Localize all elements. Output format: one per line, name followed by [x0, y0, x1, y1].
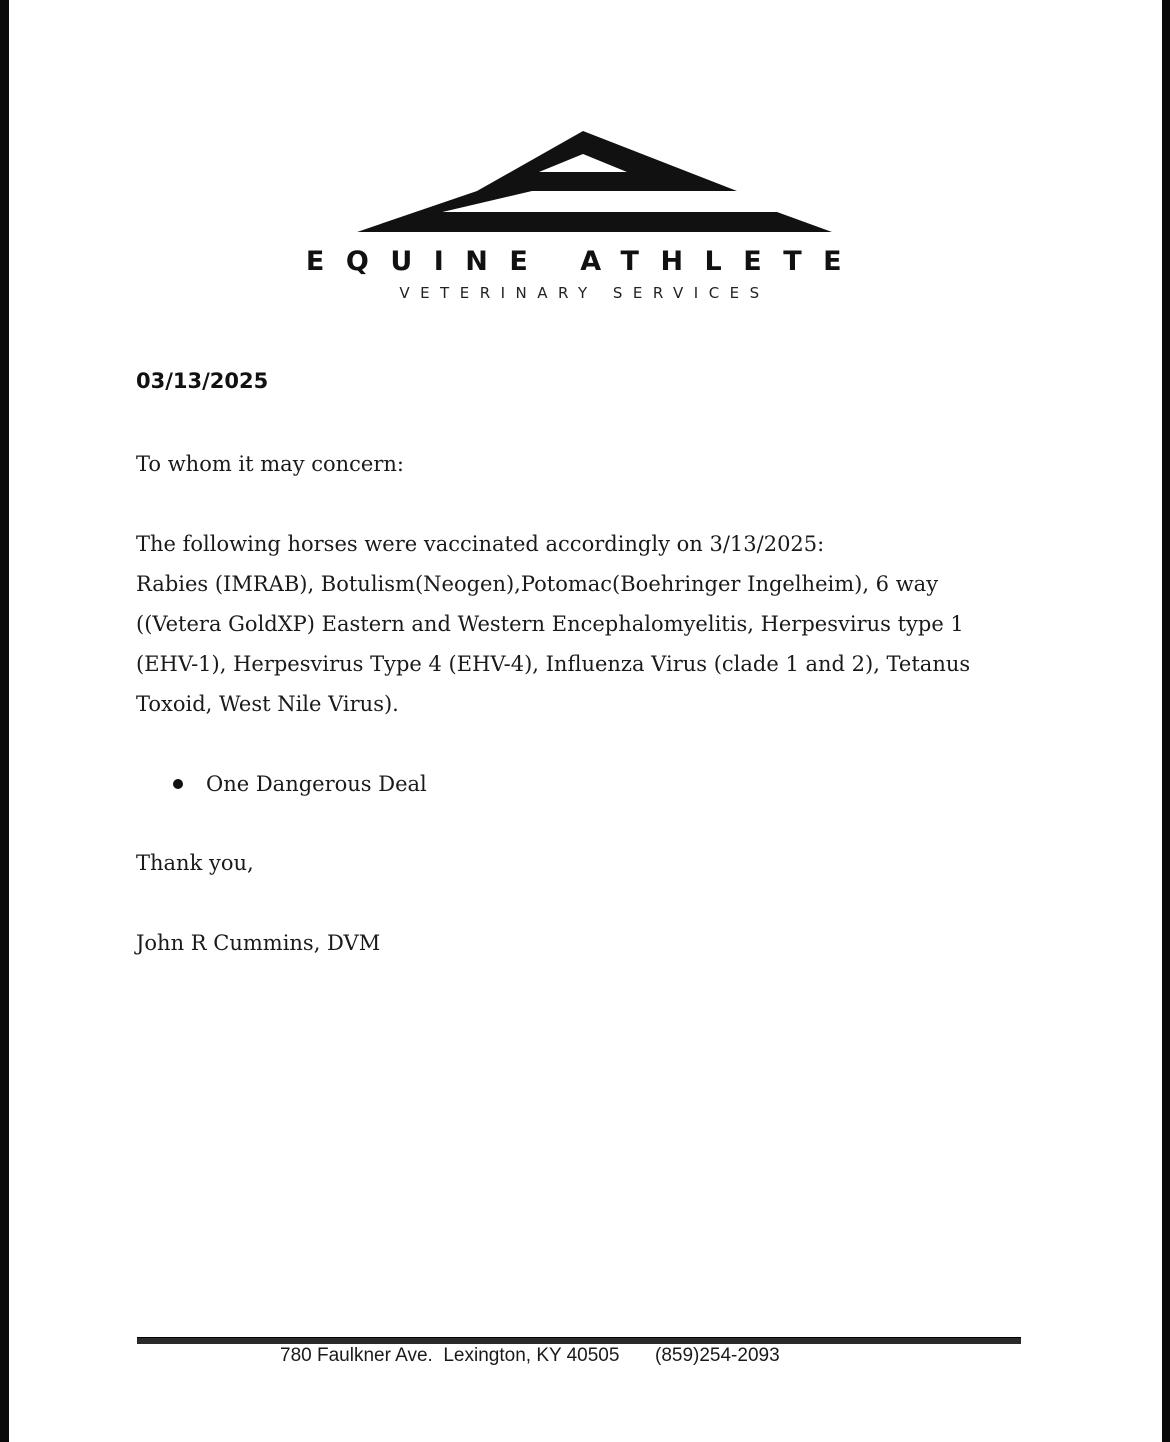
- letter-page: [9, 0, 1150, 1442]
- list-item: [171, 764, 427, 804]
- brand-tagline: VETERINARY SERVICES: [399, 284, 770, 302]
- horse-name: One Dangerous Deal: [206, 772, 427, 796]
- bullet-icon: [173, 779, 183, 789]
- footer-address: 780 Faulkner Ave. Lexington, KY 40505: [280, 1345, 620, 1366]
- footer-phone: (859)254-2093: [655, 1345, 780, 1366]
- footer-divider: [137, 1337, 1021, 1344]
- letter-date: 03/13/2025: [136, 369, 269, 393]
- scrollbar[interactable]: [1150, 0, 1162, 1442]
- vaccine-list-paragraph: Rabies (IMRAB), Botulism(Neogen),Potomac(Boehringer Ingelheim), 6 way ((Vetera GoldXP) Eastern and Western Encephalomyelitis, Herpesvirus type 1 (EHV-1), Herpesvirus Type 4 (EHV-4), Influenza Virus (clade 1 and 2), Tetanus Toxoid, West Nile Virus).: [136, 572, 971, 716]
- intro-line: The following horses were vaccinated accordingly on 3/13/2025:: [136, 532, 825, 556]
- viewer-frame-left: [0, 0, 9, 1442]
- equine-athlete-logo-icon: [327, 128, 839, 238]
- signature: John R Cummins, DVM: [136, 931, 381, 955]
- viewer-frame-right: [1162, 0, 1170, 1442]
- horse-list: [171, 764, 427, 804]
- brand-name: EQUINE ATHLETE: [305, 246, 864, 277]
- salutation: To whom it may concern:: [136, 452, 404, 476]
- closing: Thank you,: [136, 851, 254, 875]
